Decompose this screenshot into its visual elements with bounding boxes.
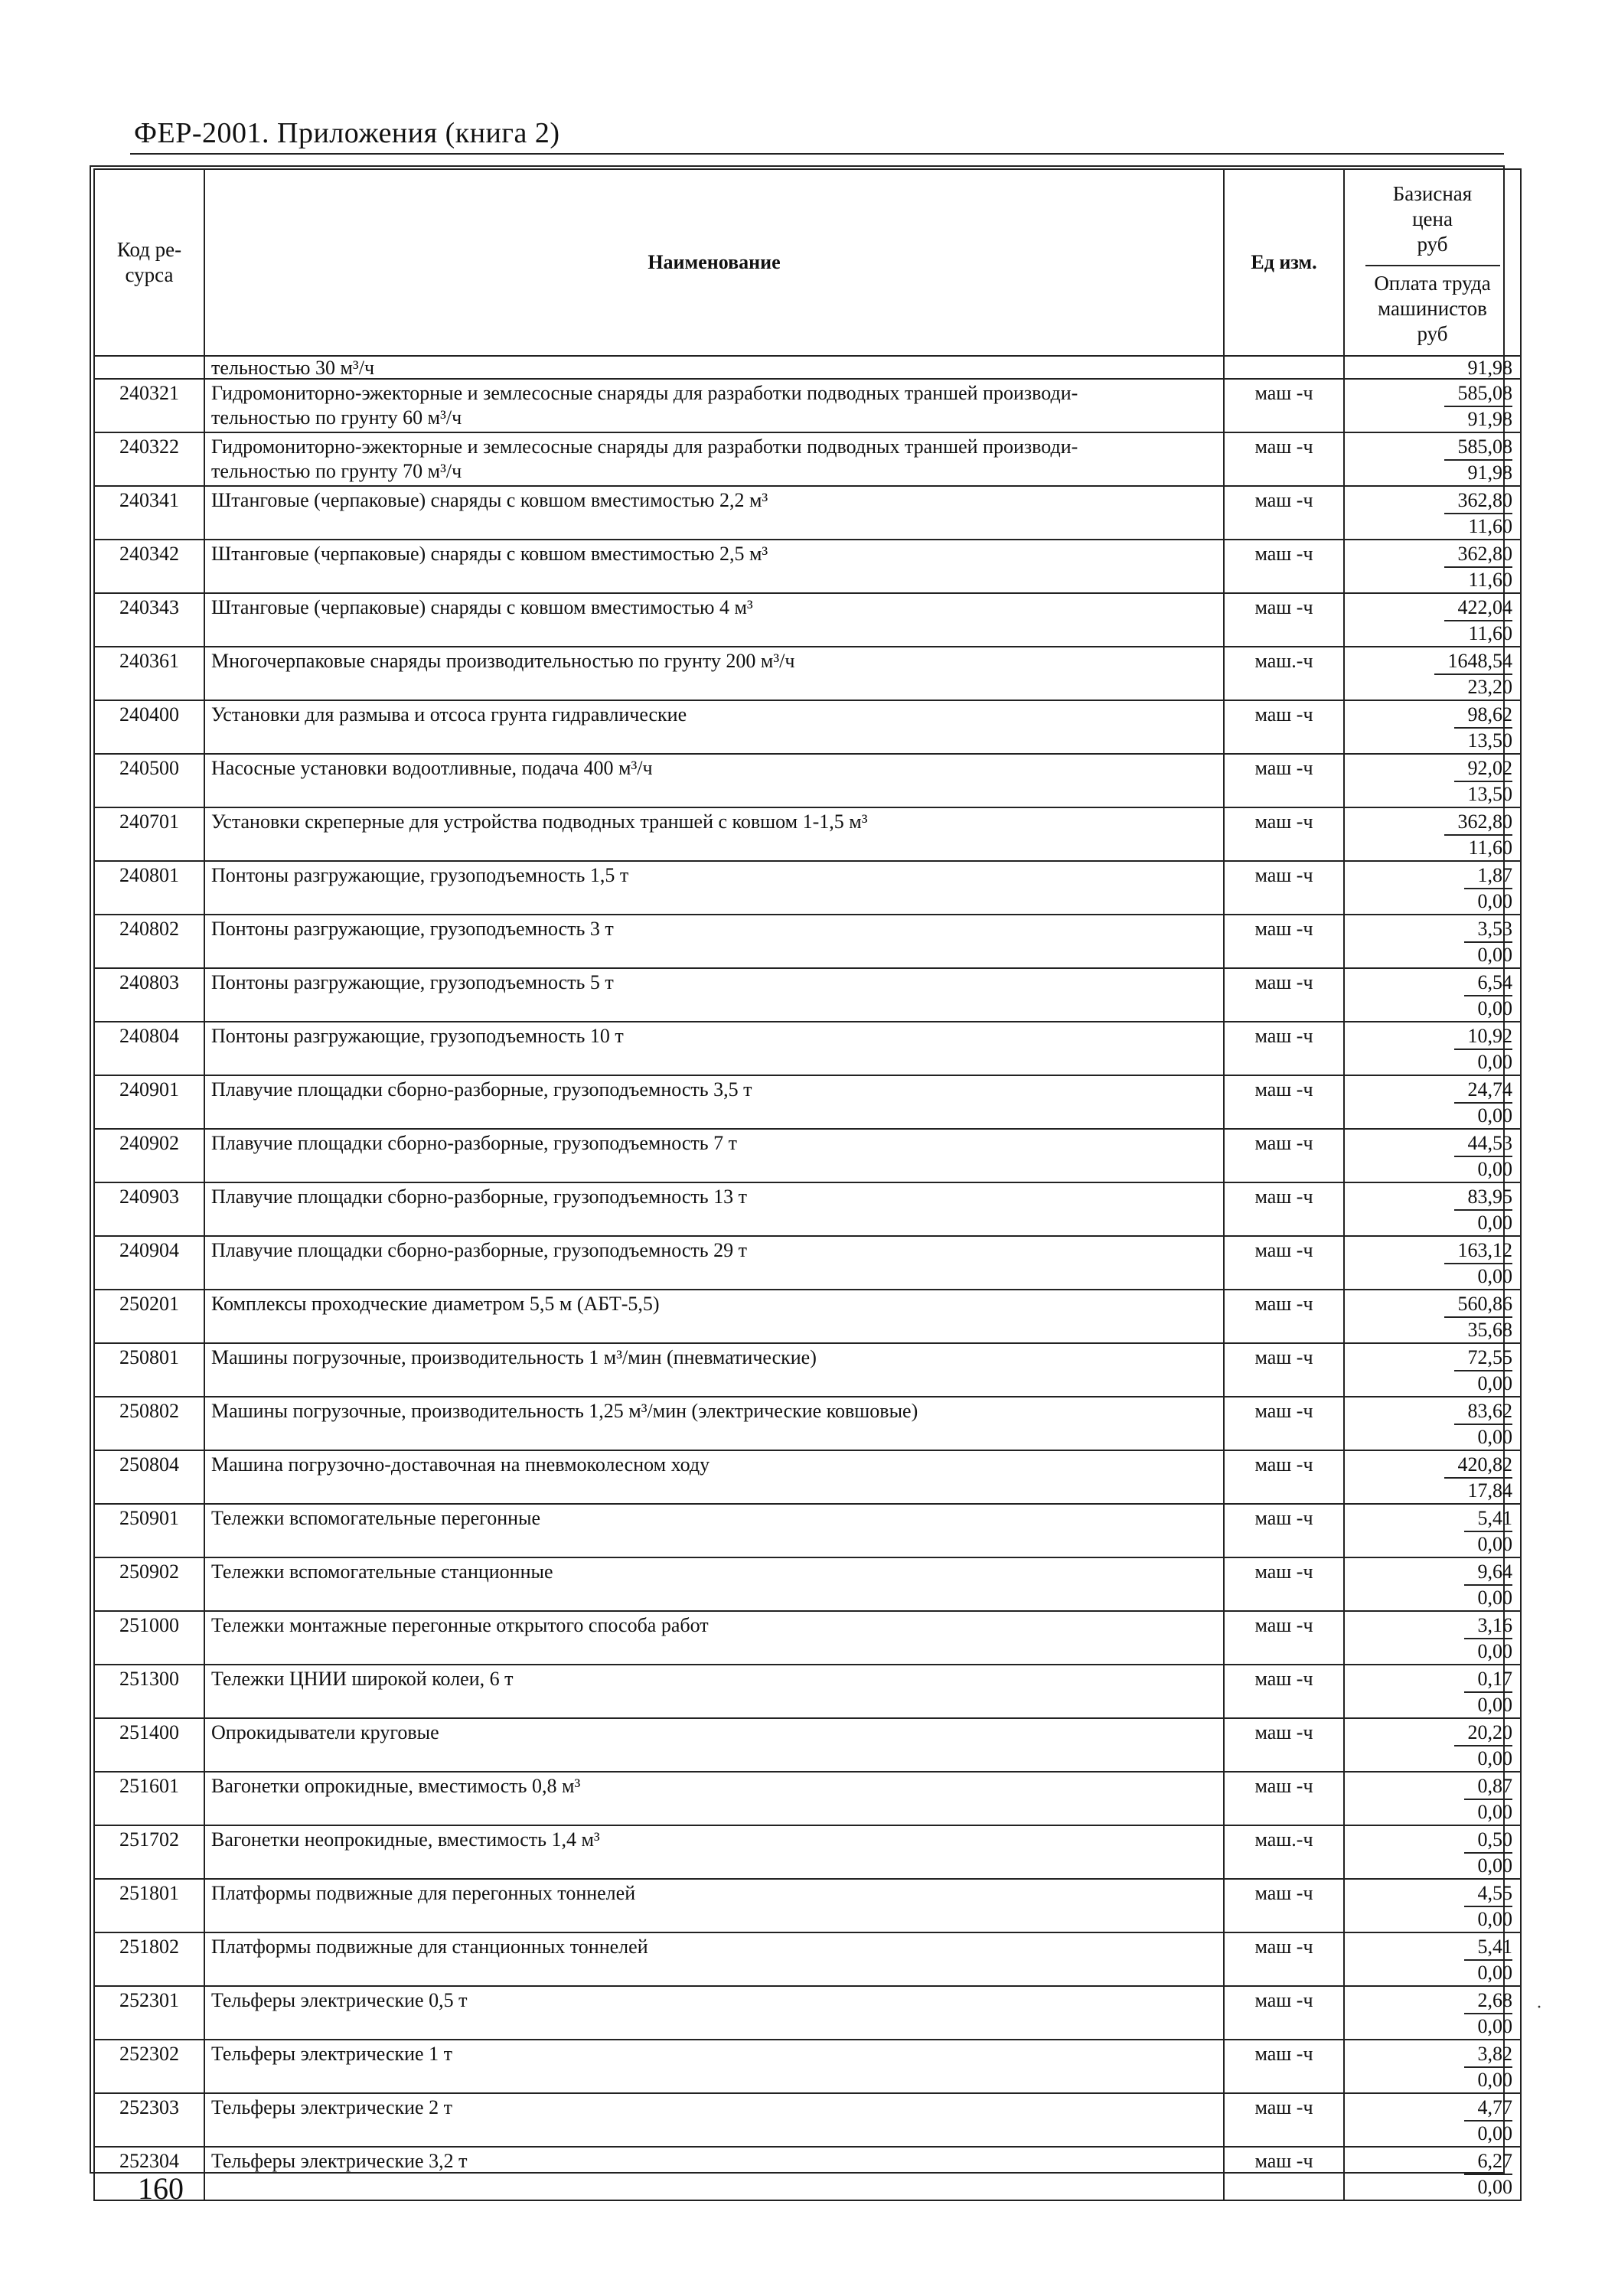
resource-name: Опрокидыватели круговые xyxy=(204,1718,1224,1772)
operator-wage: 0,00 xyxy=(1477,1640,1512,1662)
base-price: 1648,54 xyxy=(1434,649,1513,675)
operator-wage: 91,98 xyxy=(1467,408,1512,430)
base-price: 5,41 xyxy=(1464,1935,1513,1961)
resource-name: Тельферы электрические 2 т xyxy=(204,2093,1224,2147)
resource-table xyxy=(93,168,1522,2201)
base-price: 6,54 xyxy=(1464,970,1513,996)
resource-name: Штанговые (черпаковые) снаряды с ковшом вместимостью 4 м³ xyxy=(204,593,1224,647)
resource-code: 251702 xyxy=(94,1825,204,1879)
resource-name: Понтоны разгружающие, грузоподъемность 1,5 т xyxy=(204,861,1224,915)
resource-price-cell xyxy=(1344,486,1521,540)
base-price: 3,16 xyxy=(1464,1613,1513,1639)
resource-code: 252302 xyxy=(94,2040,204,2093)
resource-price-cell xyxy=(1344,1557,1521,1611)
table-row xyxy=(94,1879,1521,1932)
table-row xyxy=(94,1236,1521,1290)
base-price: 3,82 xyxy=(1464,2042,1513,2068)
resource-unit: маш.-ч xyxy=(1224,1825,1344,1879)
operator-wage: 0,00 xyxy=(1477,2122,1512,2144)
table-row xyxy=(94,432,1521,486)
resource-name: Плавучие площадки сборно-разборные, грузоподъемность 29 т xyxy=(204,1236,1224,1290)
continuation-row xyxy=(94,356,1521,379)
resource-name: Многочерпаковые снаряды производительностью по грунту 200 м³/ч xyxy=(204,647,1224,700)
base-price: 98,62 xyxy=(1454,703,1513,729)
table-header-row xyxy=(94,169,1521,356)
operator-wage: 0,00 xyxy=(1477,1801,1512,1823)
resource-price-cell xyxy=(1344,1075,1521,1129)
resource-code: 240500 xyxy=(94,754,204,807)
resource-price-cell xyxy=(1344,1343,1521,1397)
resource-price-cell xyxy=(1344,647,1521,700)
resource-unit: маш -ч xyxy=(1224,1397,1344,1450)
table-row xyxy=(94,1397,1521,1450)
operator-wage: 0,00 xyxy=(1477,1533,1512,1555)
resource-price-cell xyxy=(1344,2093,1521,2147)
resource-price-cell xyxy=(1344,861,1521,915)
resource-code: 252303 xyxy=(94,2093,204,2147)
resource-unit: маш -ч xyxy=(1224,1718,1344,1772)
operator-wage: 0,00 xyxy=(1477,1212,1512,1234)
resource-unit: маш -ч xyxy=(1224,968,1344,1022)
table-row xyxy=(94,861,1521,915)
resource-price-cell xyxy=(1344,2147,1521,2200)
operator-wage: 0,00 xyxy=(1477,1051,1512,1073)
operator-wage: 91,98 xyxy=(1467,461,1512,484)
resource-unit: маш -ч xyxy=(1224,2147,1344,2200)
resource-price-cell xyxy=(1344,1825,1521,1879)
operator-wage: 11,60 xyxy=(1468,837,1512,859)
resource-code: 250801 xyxy=(94,1343,204,1397)
operator-wage: 0,00 xyxy=(1477,1587,1512,1609)
resource-name: Штанговые (черпаковые) снаряды с ковшом вместимостью 2,5 м³ xyxy=(204,540,1224,593)
operator-wage: 0,00 xyxy=(1477,1908,1512,1930)
resource-price-cell xyxy=(1344,540,1521,593)
resource-unit: маш -ч xyxy=(1224,1022,1344,1075)
table-row xyxy=(94,1290,1521,1343)
resource-name: Машина погрузочно-доставочная на пневмоколесном ходу xyxy=(204,1450,1224,1504)
table-row xyxy=(94,540,1521,593)
operator-wage: 17,84 xyxy=(1467,1479,1512,1502)
base-price: 420,82 xyxy=(1444,1453,1513,1479)
operator-wage: 13,50 xyxy=(1467,783,1512,805)
resource-code: 240904 xyxy=(94,1236,204,1290)
resource-code: 240901 xyxy=(94,1075,204,1129)
operator-wage: 0,00 xyxy=(1477,1426,1512,1448)
table-row xyxy=(94,2093,1521,2147)
resource-unit: маш -ч xyxy=(1224,379,1344,432)
header-code xyxy=(94,169,204,356)
base-price: 9,64 xyxy=(1464,1560,1513,1586)
resource-name: Гидромониторно-эжекторные и землесосные снаряды для разработки подводных траншей производи- тельностью по грунту 60 м³/ч xyxy=(204,379,1224,432)
base-price: 362,80 xyxy=(1444,542,1513,568)
resource-price-cell xyxy=(1344,807,1521,861)
operator-wage: 0,00 xyxy=(1477,2176,1512,2198)
resource-price-cell xyxy=(1344,700,1521,754)
base-price: 585,08 xyxy=(1444,435,1513,461)
operator-wage: 0,00 xyxy=(1477,2015,1512,2037)
base-price: 4,55 xyxy=(1464,1881,1513,1907)
operator-wage: 0,00 xyxy=(1477,1694,1512,1716)
resource-unit: маш -ч xyxy=(1224,915,1344,968)
resource-name: Платформы подвижные для перегонных тоннелей xyxy=(204,1879,1224,1932)
resource-unit: маш -ч xyxy=(1224,2040,1344,2093)
table-row xyxy=(94,968,1521,1022)
table-row xyxy=(94,807,1521,861)
base-price: 72,55 xyxy=(1454,1345,1513,1371)
resource-unit: маш -ч xyxy=(1224,1665,1344,1718)
resource-price-cell xyxy=(1344,1236,1521,1290)
resource-unit: маш -ч xyxy=(1224,540,1344,593)
resource-code: 250901 xyxy=(94,1504,204,1557)
table-row xyxy=(94,1665,1521,1718)
resource-price-cell xyxy=(1344,1986,1521,2040)
resource-name: Штанговые (черпаковые) снаряды с ковшом вместимостью 2,2 м³ xyxy=(204,486,1224,540)
base-price: 0,17 xyxy=(1464,1667,1513,1693)
resource-unit: маш -ч xyxy=(1224,1557,1344,1611)
resource-code: 240361 xyxy=(94,647,204,700)
resource-unit: маш -ч xyxy=(1224,2093,1344,2147)
resource-code: 240322 xyxy=(94,432,204,486)
operator-wage: 11,60 xyxy=(1468,569,1512,591)
resource-price-cell xyxy=(1344,593,1521,647)
base-price: 362,80 xyxy=(1444,488,1513,514)
operator-wage: 0,00 xyxy=(1477,997,1512,1019)
base-price: 3,53 xyxy=(1464,917,1513,943)
resource-name: Понтоны разгружающие, грузоподъемность 3 т xyxy=(204,915,1224,968)
resource-code: 240903 xyxy=(94,1182,204,1236)
base-price: 422,04 xyxy=(1444,595,1513,621)
resource-unit: маш -ч xyxy=(1224,700,1344,754)
resource-code: 251802 xyxy=(94,1932,204,1986)
operator-wage: 0,00 xyxy=(1477,944,1512,966)
resource-price-cell xyxy=(1344,379,1521,432)
base-price: 0,50 xyxy=(1464,1828,1513,1854)
continuation-code xyxy=(94,356,204,379)
resource-code: 240341 xyxy=(94,486,204,540)
resource-name: Понтоны разгружающие, грузоподъемность 10 т xyxy=(204,1022,1224,1075)
base-price: 1,87 xyxy=(1464,863,1513,889)
resource-name: Тележки вспомогательные станционные xyxy=(204,1557,1224,1611)
resource-unit: маш -ч xyxy=(1224,1611,1344,1665)
table-row xyxy=(94,1986,1521,2040)
continuation-wage: 91,98 xyxy=(1344,356,1521,379)
resource-code: 240321 xyxy=(94,379,204,432)
base-price: 5,41 xyxy=(1464,1506,1513,1532)
table-row xyxy=(94,379,1521,432)
resource-name: Комплексы проходческие диаметром 5,5 м (АБТ-5,5) xyxy=(204,1290,1224,1343)
table-row xyxy=(94,1182,1521,1236)
table-row xyxy=(94,1718,1521,1772)
header-price-base: Базисная цена руб xyxy=(1392,182,1473,256)
resource-price-cell xyxy=(1344,1879,1521,1932)
resource-price-cell xyxy=(1344,1932,1521,1986)
base-price: 560,86 xyxy=(1444,1292,1513,1318)
operator-wage: 0,00 xyxy=(1477,1104,1512,1127)
resource-unit: маш -ч xyxy=(1224,1236,1344,1290)
operator-wage: 11,60 xyxy=(1468,515,1512,537)
resource-code: 240400 xyxy=(94,700,204,754)
resource-code: 250804 xyxy=(94,1450,204,1504)
resource-unit: маш -ч xyxy=(1224,807,1344,861)
header-code-text: Код ре- сурса xyxy=(116,238,182,286)
resource-name: Вагонетки опрокидные, вместимость 0,8 м³ xyxy=(204,1772,1224,1825)
resource-name: Плавучие площадки сборно-разборные, грузоподъемность 7 т xyxy=(204,1129,1224,1182)
resource-name: Тельферы электрические 3,2 т xyxy=(204,2147,1224,2200)
resource-code: 251300 xyxy=(94,1665,204,1718)
table-row xyxy=(94,1611,1521,1665)
resource-price-cell xyxy=(1344,1718,1521,1772)
resource-name: Плавучие площадки сборно-разборные, грузоподъемность 3,5 т xyxy=(204,1075,1224,1129)
base-price: 10,92 xyxy=(1454,1024,1513,1050)
resource-price-cell xyxy=(1344,1611,1521,1665)
resource-unit: маш -ч xyxy=(1224,1075,1344,1129)
operator-wage: 0,00 xyxy=(1477,1747,1512,1769)
resource-unit: маш -ч xyxy=(1224,432,1344,486)
base-price: 163,12 xyxy=(1444,1238,1513,1264)
resource-price-cell xyxy=(1344,1450,1521,1504)
resource-name: Тельферы электрические 0,5 т xyxy=(204,1986,1224,2040)
table-row xyxy=(94,1022,1521,1075)
page-header: ФЕР-2001. Приложения (книга 2) xyxy=(134,117,560,149)
resource-name: Плавучие площадки сборно-разборные, грузоподъемность 13 т xyxy=(204,1182,1224,1236)
operator-wage: 0,00 xyxy=(1477,1854,1512,1877)
resource-name: Вагонетки неопрокидные, вместимость 1,4 м³ xyxy=(204,1825,1224,1879)
resource-name: Понтоны разгружающие, грузоподъемность 5 т xyxy=(204,968,1224,1022)
resource-name: Тележки монтажные перегонные открытого способа работ xyxy=(204,1611,1224,1665)
operator-wage: 13,50 xyxy=(1467,729,1512,752)
resource-price-cell xyxy=(1344,1504,1521,1557)
resource-price-cell xyxy=(1344,432,1521,486)
header-unit: Ед изм. xyxy=(1224,169,1344,356)
base-price: 83,95 xyxy=(1454,1185,1513,1211)
resource-price-cell xyxy=(1344,1665,1521,1718)
operator-wage: 23,20 xyxy=(1467,676,1512,698)
base-price: 20,20 xyxy=(1454,1720,1513,1746)
table-row xyxy=(94,647,1521,700)
resource-code: 252301 xyxy=(94,1986,204,2040)
resource-unit: маш -ч xyxy=(1224,754,1344,807)
base-price: 0,87 xyxy=(1464,1774,1513,1800)
resource-unit: маш -ч xyxy=(1224,1772,1344,1825)
resource-name: Тележки ЦНИИ широкой колеи, 6 т xyxy=(204,1665,1224,1718)
operator-wage: 0,00 xyxy=(1477,890,1512,912)
resource-code: 240803 xyxy=(94,968,204,1022)
resource-unit: маш -ч xyxy=(1224,1450,1344,1504)
resource-unit: маш -ч xyxy=(1224,1879,1344,1932)
base-price: 83,62 xyxy=(1454,1399,1513,1425)
resource-price-cell xyxy=(1344,1397,1521,1450)
resource-price-cell xyxy=(1344,754,1521,807)
resource-name: Машины погрузочные, производительность 1,25 м³/мин (электрические ковшовые) xyxy=(204,1397,1224,1450)
resource-unit: маш -ч xyxy=(1224,861,1344,915)
resource-price-cell xyxy=(1344,1772,1521,1825)
header-price xyxy=(1344,169,1521,356)
table-row xyxy=(94,1557,1521,1611)
scan-speck: · xyxy=(1536,1998,1542,2017)
table-row xyxy=(94,593,1521,647)
resource-name: Машины погрузочные, производительность 1 м³/мин (пневматические) xyxy=(204,1343,1224,1397)
resource-code: 250802 xyxy=(94,1397,204,1450)
resource-unit: маш -ч xyxy=(1224,1182,1344,1236)
table-row xyxy=(94,1504,1521,1557)
operator-wage: 0,00 xyxy=(1477,1265,1512,1287)
continuation-name: тельностью 30 м³/ч xyxy=(204,356,1224,379)
resource-unit: маш.-ч xyxy=(1224,647,1344,700)
resource-name: Платформы подвижные для станционных тоннелей xyxy=(204,1932,1224,1986)
resource-code: 251400 xyxy=(94,1718,204,1772)
table-row xyxy=(94,2147,1521,2200)
header-price-divider xyxy=(1365,265,1500,266)
resource-price-cell xyxy=(1344,2040,1521,2093)
operator-wage: 0,00 xyxy=(1477,1962,1512,1984)
operator-wage: 11,60 xyxy=(1468,622,1512,644)
resource-price-cell xyxy=(1344,915,1521,968)
base-price: 92,02 xyxy=(1454,756,1513,782)
table-row xyxy=(94,1772,1521,1825)
resource-code: 240342 xyxy=(94,540,204,593)
resource-code: 251601 xyxy=(94,1772,204,1825)
resource-name: Насосные установки водоотливные, подача 400 м³/ч xyxy=(204,754,1224,807)
operator-wage: 0,00 xyxy=(1477,1158,1512,1180)
base-price: 24,74 xyxy=(1454,1078,1513,1104)
resource-price-cell xyxy=(1344,1182,1521,1236)
resource-code: 250201 xyxy=(94,1290,204,1343)
operator-wage: 0,00 xyxy=(1477,1372,1512,1394)
page-number: 160 xyxy=(138,2171,184,2206)
base-price: 44,53 xyxy=(1454,1131,1513,1157)
resource-price-cell xyxy=(1344,1290,1521,1343)
base-price: 362,80 xyxy=(1444,810,1513,836)
resource-code: 240801 xyxy=(94,861,204,915)
base-price: 2,68 xyxy=(1464,1988,1513,2014)
resource-code: 240701 xyxy=(94,807,204,861)
table-row xyxy=(94,2040,1521,2093)
header-price-wage: Оплата труда машинистов руб xyxy=(1374,272,1491,345)
resource-price-cell xyxy=(1344,1129,1521,1182)
continuation-unit xyxy=(1224,356,1344,379)
resource-price-cell xyxy=(1344,1022,1521,1075)
resource-unit: маш -ч xyxy=(1224,1504,1344,1557)
operator-wage: 35,68 xyxy=(1467,1319,1512,1341)
resource-name: Установки для размыва и отсоса грунта гидравлические xyxy=(204,700,1224,754)
table-row xyxy=(94,1129,1521,1182)
resource-name: Установки скреперные для устройства подводных траншей с ковшом 1-1,5 м³ xyxy=(204,807,1224,861)
table-row xyxy=(94,754,1521,807)
resource-code: 240902 xyxy=(94,1129,204,1182)
base-price: 585,08 xyxy=(1444,381,1513,407)
table-row xyxy=(94,1075,1521,1129)
resource-code: 251000 xyxy=(94,1611,204,1665)
resource-unit: маш -ч xyxy=(1224,593,1344,647)
table-row xyxy=(94,915,1521,968)
resource-name: Тележки вспомогательные перегонные xyxy=(204,1504,1224,1557)
resource-unit: маш -ч xyxy=(1224,486,1344,540)
resource-unit: маш -ч xyxy=(1224,1290,1344,1343)
table-row xyxy=(94,1825,1521,1879)
resource-price-cell xyxy=(1344,968,1521,1022)
resource-code: 240804 xyxy=(94,1022,204,1075)
resource-code: 240802 xyxy=(94,915,204,968)
resource-code: 240343 xyxy=(94,593,204,647)
resource-code: 252304 xyxy=(94,2147,204,2200)
resource-code: 250902 xyxy=(94,1557,204,1611)
resource-unit: маш -ч xyxy=(1224,1932,1344,1986)
operator-wage: 0,00 xyxy=(1477,2069,1512,2091)
header-rule xyxy=(130,153,1504,155)
resource-unit: маш -ч xyxy=(1224,1986,1344,2040)
table-row xyxy=(94,1343,1521,1397)
resource-code: 251801 xyxy=(94,1879,204,1932)
resource-unit: маш -ч xyxy=(1224,1343,1344,1397)
table-row xyxy=(94,700,1521,754)
base-price: 4,77 xyxy=(1464,2095,1513,2122)
resource-name: Тельферы электрические 1 т xyxy=(204,2040,1224,2093)
resource-unit: маш -ч xyxy=(1224,1129,1344,1182)
table-row xyxy=(94,1450,1521,1504)
base-price: 6,27 xyxy=(1464,2149,1513,2175)
table-row xyxy=(94,1932,1521,1986)
table-row xyxy=(94,486,1521,540)
resource-name: Гидромониторно-эжекторные и землесосные снаряды для разработки подводных траншей производи- тельностью по грунту 70 м³/ч xyxy=(204,432,1224,486)
header-name: Наименование xyxy=(204,169,1224,356)
